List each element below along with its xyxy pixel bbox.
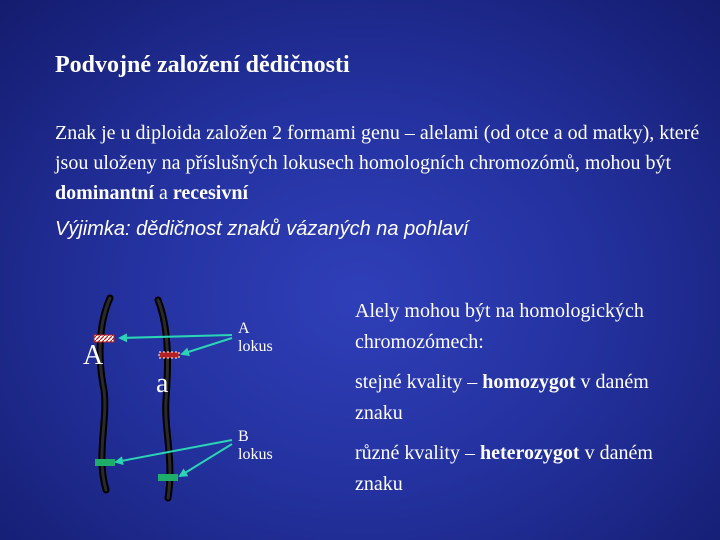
locus-b-letter: B: [238, 428, 249, 445]
heterozygote-line: [355, 438, 695, 500]
homozygote-term: homozygot: [482, 371, 576, 393]
exception-note: Výjimka: dědičnost znaků vázaných na pohlaví: [55, 218, 469, 240]
heterozygote-suffix: v daném znaku: [355, 442, 653, 495]
locus-a-word: lokus: [238, 338, 273, 355]
homozygote-prefix: stejné kvality –: [355, 371, 483, 393]
dominant-term: dominantní: [55, 182, 154, 204]
recessive-term: recesivní: [172, 182, 248, 204]
homozygote-line: [355, 367, 695, 429]
homozygote-suffix: v daném znaku: [355, 371, 649, 424]
locus-a-letter: A: [238, 320, 250, 337]
allele-recessive-label: a: [156, 368, 169, 399]
locus-b-word: lokus: [238, 446, 273, 463]
locus-b-band-right: [158, 474, 178, 481]
locus-a-label: [238, 320, 273, 356]
heterozygote-prefix: různé kvality –: [355, 442, 480, 464]
intro-connector: a: [153, 182, 173, 204]
arrow-b-left: [116, 440, 232, 462]
alleles-intro-text: Alely mohou být na homologických chromozómech:: [355, 300, 644, 353]
slide-title: Podvojné založení dědičnosti: [55, 52, 350, 78]
locus-a-band-right: [159, 352, 179, 358]
heterozygote-term: heterozygot: [479, 442, 580, 464]
intro-text: Znak je u diploida založen 2 formami genu – alelami (od otce a od matky), které jsou uloženy na příslušných lokusech homologních chromozómů, mohou být: [55, 122, 700, 174]
arrow-a-right: [182, 338, 232, 354]
allele-dominant-label: A: [83, 340, 104, 371]
locus-b-band-left: [95, 459, 115, 466]
arrow-a-left: [120, 335, 232, 338]
locus-b-label: [238, 428, 273, 464]
